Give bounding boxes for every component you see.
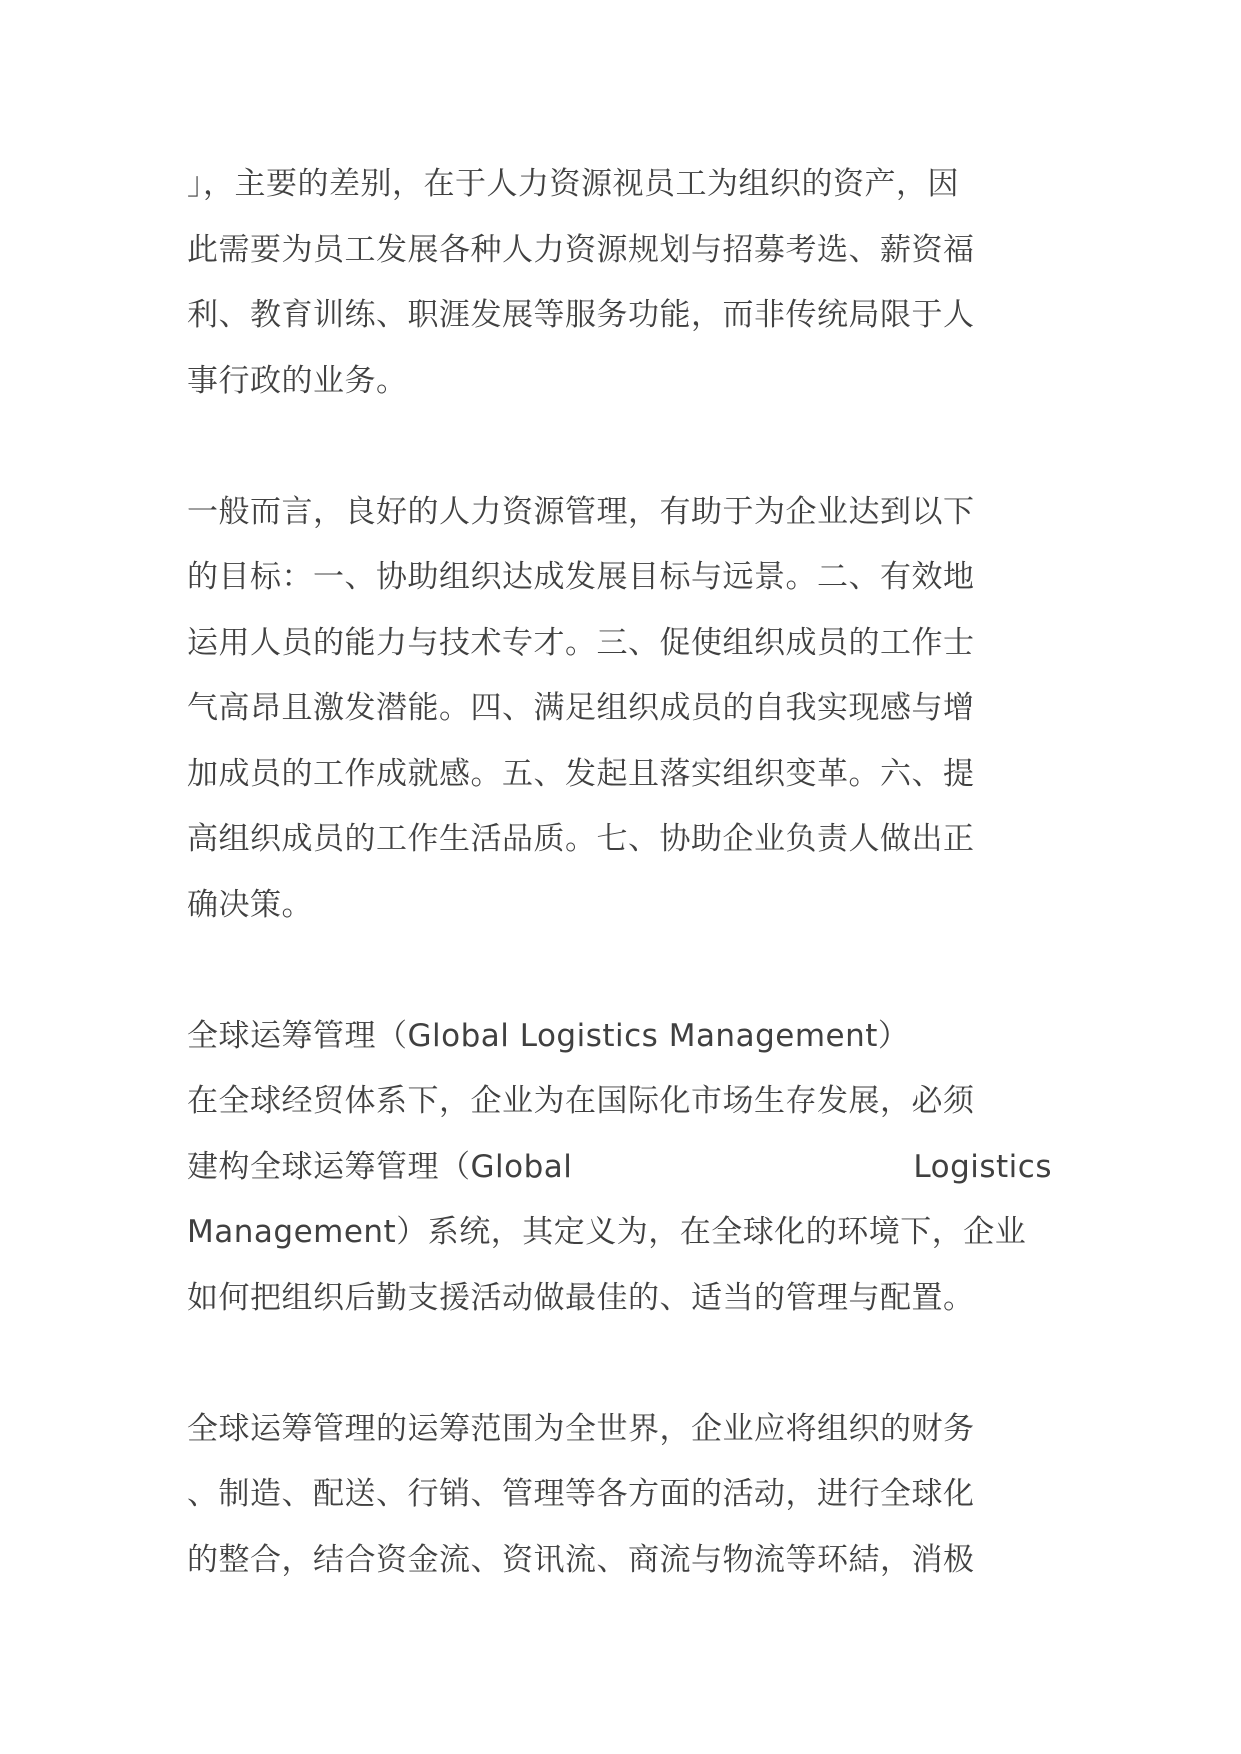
paragraph-logistics-scope bbox=[187, 1397, 1037, 1594]
text-fragment: Logistics bbox=[913, 1148, 1052, 1185]
text-line: 高组织成员的工作生活品质。七、协助企业负责人做出正 bbox=[187, 821, 975, 857]
text-line: 的目标：一、协助组织达成发展目标与远景。二、有效地 bbox=[187, 559, 975, 595]
text-line: 、制造、配送、行销、管理等各方面的活动，进行全球化 bbox=[187, 1476, 975, 1512]
text-line: 事行政的业务。 bbox=[187, 362, 408, 399]
text-line: Management）系统，其定义为，在全球化的环境下，企业 bbox=[187, 1214, 1027, 1250]
text-line: 在全球经贸体系下，企业为在国际化市场生存发展，必须 bbox=[187, 1083, 975, 1119]
paragraph-hr-difference bbox=[187, 152, 1037, 414]
paragraph-global-logistics bbox=[187, 1004, 1052, 1332]
text-line: 加成员的工作成就感。五、发起且落实组织变革。六、提 bbox=[187, 755, 975, 792]
text-fragment: 建构全球运筹管理（Global bbox=[187, 1148, 573, 1185]
text-line: 全球运筹管理的运筹范围为全世界，企业应将组织的财务 bbox=[187, 1410, 975, 1447]
paragraph-spacer bbox=[187, 414, 1037, 480]
paragraph-spacer bbox=[187, 938, 1037, 1004]
text-line-justified bbox=[187, 1135, 1052, 1201]
text-line: 运用人员的能力与技术专才。三、促使组织成员的工作士 bbox=[187, 624, 975, 661]
text-line: 气高昂且激发潜能。四、满足组织成员的自我实现感与增 bbox=[187, 690, 975, 726]
text-line: 确决策。 bbox=[187, 886, 313, 923]
text-line: 此需要为员工发展各种人力资源规划与招募考选、薪资福 bbox=[187, 231, 975, 268]
text-line: 的整合，结合资金流、资讯流、商流与物流等环結，消极 bbox=[187, 1541, 975, 1578]
section-heading: 全球运筹管理（Global Logistics Management） bbox=[187, 1017, 910, 1054]
text-line: 」，主要的差别，在于人力资源视员工为组织的资产，因 bbox=[187, 166, 959, 202]
paragraph-spacer bbox=[187, 1331, 1037, 1397]
text-line: 利、教育训练、职涯发展等服务功能，而非传统局限于人 bbox=[187, 297, 975, 333]
document-body bbox=[187, 152, 1052, 1593]
text-line: 如何把组织后勤支援活动做最佳的、适当的管理与配置。 bbox=[187, 1279, 975, 1316]
text-line: 一般而言，良好的人力资源管理，有助于为企业达到以下 bbox=[187, 493, 975, 530]
paragraph-hr-goals bbox=[187, 480, 1037, 939]
